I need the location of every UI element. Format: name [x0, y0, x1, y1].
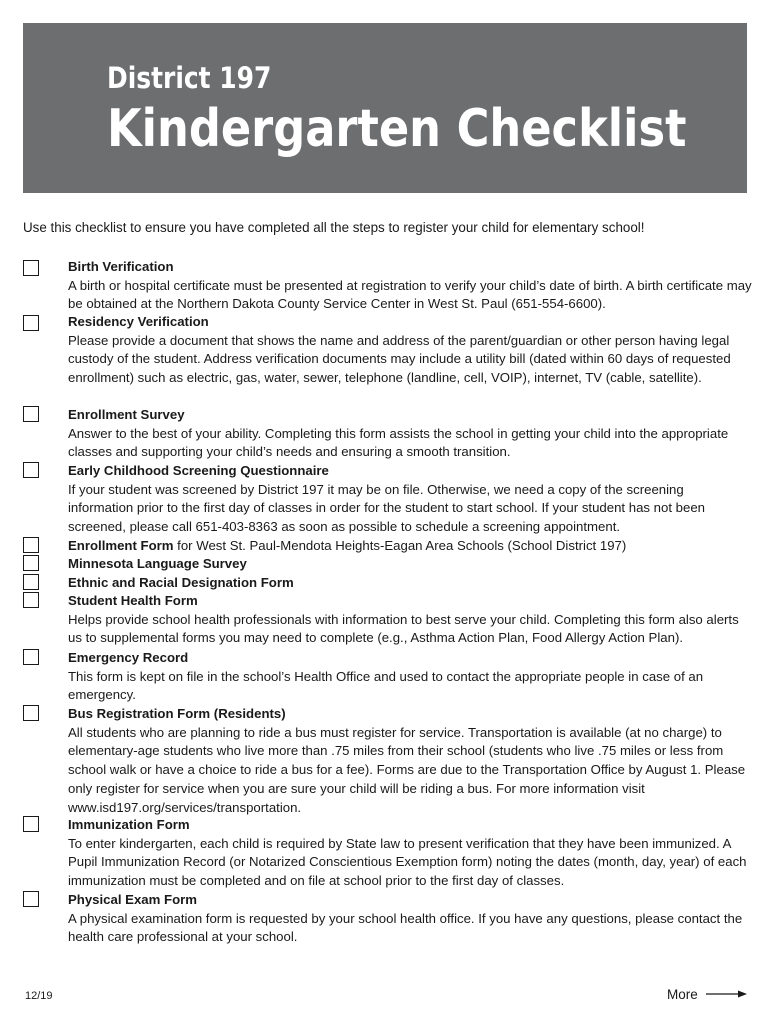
checkbox[interactable]	[23, 705, 39, 721]
item-title: Immunization Form	[68, 817, 190, 832]
item-description: Answer to the best of your ability. Completing this form assists the school in getting your child into the appropriate classes and supporting your child’s needs and ensuring a smooth transition.	[68, 425, 729, 460]
item-title: Enrollment Survey	[68, 407, 185, 422]
more-label: More	[667, 987, 698, 1002]
item-suffix: for West St. Paul-Mendota Heights-Eagan Area Schools (School District 197)	[173, 538, 627, 553]
item-title: Enrollment Form	[68, 538, 174, 553]
checkbox[interactable]	[23, 260, 39, 276]
district-name: District 197	[107, 61, 272, 95]
item-description: Helps provide school health professionals with information to best serve your child. Completing this form also alerts us to supplemental forms you may need to complete (e.g., Asthma Action Plan, Food Allergy Action Plan).	[68, 611, 739, 646]
checkbox[interactable]	[23, 537, 39, 553]
item-title: Birth Verification	[68, 259, 174, 274]
item-description: Please provide a document that shows the name and address of the parent/guardian or other person having legal custody of the student. Address verification documents may include a utility bill (dated within 60 days of requested enrollment) such as electric, gas, water, sewer, telephone (landline, cell, VOIP), internet, TV (cable, satellite).	[68, 332, 731, 386]
item-title: Emergency Record	[68, 650, 189, 665]
item-title: Residency Verification	[68, 314, 209, 329]
checkbox[interactable]	[23, 574, 39, 590]
item-description: A physical examination form is requested by your school health office. If you have any questions, please contact the health care professional at your school.	[68, 910, 743, 945]
checkbox[interactable]	[23, 462, 39, 478]
item-description: To enter kindergarten, each child is required by State law to present verification that they have been immunized. A Pupil Immunization Record (or Notarized Conscientious Exemption form) noting the dates (month, day, year) of each immunization must be completed and on file at school prior to the first day of classes.	[68, 835, 747, 889]
checkbox[interactable]	[23, 891, 39, 907]
page-title: Kindergarten Checklist	[107, 99, 687, 159]
header-banner	[23, 23, 747, 193]
item-title: Ethnic and Racial Designation Form	[68, 575, 294, 590]
checkbox[interactable]	[23, 649, 39, 665]
item-title: Early Childhood Screening Questionnaire	[68, 463, 329, 478]
arrow-right-icon	[706, 987, 748, 1002]
more-link[interactable]	[667, 987, 748, 1002]
item-title: Minnesota Language Survey	[68, 556, 247, 571]
item-title: Physical Exam Form	[68, 892, 198, 907]
checkbox[interactable]	[23, 315, 39, 331]
item-description: All students who are planning to ride a bus must register for service. Transportation is available (at no charge) to elementary-age students who live more than .75 miles from their school (students who live .75 miles or less from school walk or have a choice to ride a bus for a fee). Forms are due to the Transportation Office by August 1. Please only register for service when you are sure your child will be riding a bus. For more information visit www.isd197.org/services/transportation.	[68, 724, 746, 815]
intro-text: Use this checklist to ensure you have completed all the steps to register your child for elementary school!	[23, 220, 645, 235]
checkbox[interactable]	[23, 816, 39, 832]
item-description: This form is kept on file in the school’s Health Office and used to contact the appropriate people in case of an emergency.	[68, 668, 704, 703]
checkbox[interactable]	[23, 406, 39, 422]
checkbox[interactable]	[23, 555, 39, 571]
item-title: Student Health Form	[68, 593, 198, 608]
footer-date: 12/19	[25, 990, 53, 1002]
item-description: A birth or hospital certificate must be presented at registration to verify your child’s date of birth. A birth certificate may be obtained at the Northern Dakota County Service Center in West St. Paul (651-554-6600).	[68, 277, 752, 312]
item-description: If your student was screened by District 197 it may be on file. Otherwise, we need a copy of the screening information prior to the first day of classes in order for the student to start school. If your student has not been screened, please call 651-403-8363 as soon as possible to schedule a screening appointment.	[68, 481, 705, 535]
checkbox[interactable]	[23, 592, 39, 608]
item-title: Bus Registration Form (Residents)	[68, 706, 286, 721]
